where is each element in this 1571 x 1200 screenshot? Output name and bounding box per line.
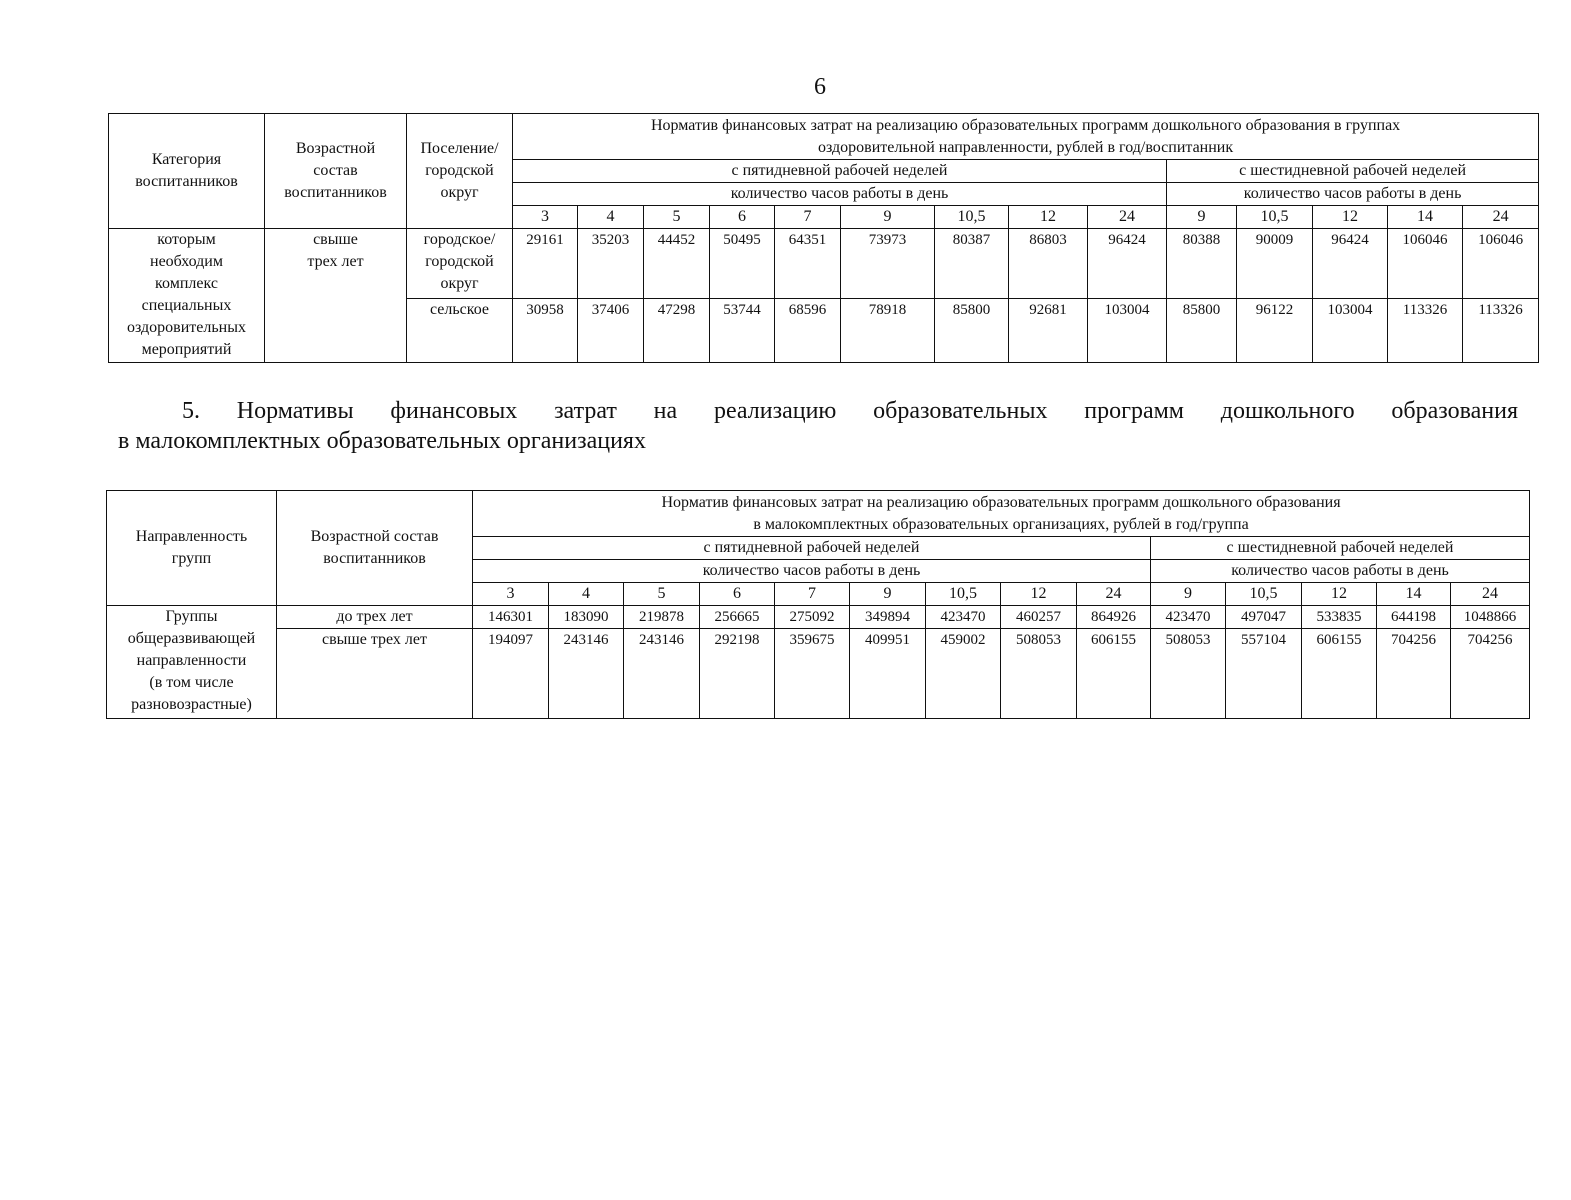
normative-table-health-groups bbox=[108, 113, 1539, 363]
value-cell: 606155 bbox=[1077, 629, 1151, 719]
header-category: Категория воспитанников bbox=[109, 114, 265, 229]
value-cell: 85800 bbox=[1167, 299, 1237, 363]
hours-header-cell: 5 bbox=[624, 583, 700, 606]
value-cell: 106046 bbox=[1388, 229, 1463, 299]
hours-header-cell: 12 bbox=[1009, 206, 1088, 229]
section-5-heading-line1: 5. Нормативы финансовых затрат на реализацию образовательных программ дошкольного образования bbox=[182, 398, 1518, 424]
value-cell: 292198 bbox=[700, 629, 775, 719]
value-cell: 73973 bbox=[841, 229, 935, 299]
value-cell: 78918 bbox=[841, 299, 935, 363]
hours-header-cell: 7 bbox=[775, 583, 850, 606]
value-cell: 113326 bbox=[1463, 299, 1539, 363]
value-cell: 460257 bbox=[1001, 606, 1077, 629]
header-normative: Норматив финансовых затрат на реализацию образовательных программ дошкольного образования в малокомплектных образовательных организациях, рублей в год/группа bbox=[473, 491, 1530, 537]
row-category: которым необходим комплекс специальных оздоровительных мероприятий bbox=[109, 229, 265, 363]
row-settlement: сельское bbox=[407, 299, 513, 363]
value-cell: 533835 bbox=[1302, 606, 1377, 629]
header-hours-label: количество часов работы в день bbox=[1167, 183, 1539, 206]
value-cell: 423470 bbox=[926, 606, 1001, 629]
header-age: Возрастной состав воспитанников bbox=[277, 491, 473, 606]
value-cell: 113326 bbox=[1388, 299, 1463, 363]
value-cell: 256665 bbox=[700, 606, 775, 629]
header-age: Возрастной состав воспитанников bbox=[265, 114, 407, 229]
value-cell: 53744 bbox=[710, 299, 775, 363]
value-cell: 497047 bbox=[1226, 606, 1302, 629]
hours-header-cell: 7 bbox=[775, 206, 841, 229]
value-cell: 85800 bbox=[935, 299, 1009, 363]
hours-header-cell: 5 bbox=[644, 206, 710, 229]
hours-header-cell: 12 bbox=[1313, 206, 1388, 229]
row-direction: Группы общеразвивающей направленности (в том числе разновозрастные) bbox=[107, 606, 277, 719]
value-cell: 508053 bbox=[1151, 629, 1226, 719]
header-six-day-week: с шестидневной рабочей неделей bbox=[1167, 160, 1539, 183]
header-direction: Направленность групп bbox=[107, 491, 277, 606]
hours-header-cell: 10,5 bbox=[1237, 206, 1313, 229]
header-five-day-week: с пятидневной рабочей неделей bbox=[473, 537, 1151, 560]
value-cell: 557104 bbox=[1226, 629, 1302, 719]
header-hours-label: количество часов работы в день bbox=[513, 183, 1167, 206]
value-cell: 96424 bbox=[1313, 229, 1388, 299]
value-cell: 275092 bbox=[775, 606, 850, 629]
value-cell: 243146 bbox=[549, 629, 624, 719]
header-hours-label: количество часов работы в день bbox=[473, 560, 1151, 583]
section-5-heading-line2: в малокомплектных образовательных организациях bbox=[118, 428, 646, 454]
value-cell: 243146 bbox=[624, 629, 700, 719]
hours-header-cell: 3 bbox=[513, 206, 578, 229]
hours-header-cell: 14 bbox=[1377, 583, 1451, 606]
section-5-heading bbox=[118, 396, 1518, 456]
header-normative: Норматив финансовых затрат на реализацию образовательных программ дошкольного образования в группах оздоровительной направленности, рублей в год/воспитанник bbox=[513, 114, 1539, 160]
hours-header-cell: 24 bbox=[1451, 583, 1530, 606]
value-cell: 29161 bbox=[513, 229, 578, 299]
value-cell: 508053 bbox=[1001, 629, 1077, 719]
value-cell: 30958 bbox=[513, 299, 578, 363]
hours-header-cell: 9 bbox=[850, 583, 926, 606]
hours-header-cell: 9 bbox=[841, 206, 935, 229]
value-cell: 35203 bbox=[578, 229, 644, 299]
row-age-group: свыше трех лет bbox=[265, 229, 407, 363]
header-settlement: Поселение/ городской округ bbox=[407, 114, 513, 229]
row-age-group: свыше трех лет bbox=[277, 629, 473, 719]
hours-header-cell: 24 bbox=[1463, 206, 1539, 229]
value-cell: 359675 bbox=[775, 629, 850, 719]
value-cell: 96122 bbox=[1237, 299, 1313, 363]
value-cell: 90009 bbox=[1237, 229, 1313, 299]
value-cell: 37406 bbox=[578, 299, 644, 363]
value-cell: 644198 bbox=[1377, 606, 1451, 629]
value-cell: 47298 bbox=[644, 299, 710, 363]
hours-header-cell: 4 bbox=[578, 206, 644, 229]
value-cell: 423470 bbox=[1151, 606, 1226, 629]
hours-header-cell: 24 bbox=[1088, 206, 1167, 229]
hours-header-cell: 9 bbox=[1151, 583, 1226, 606]
value-cell: 704256 bbox=[1451, 629, 1530, 719]
hours-header-cell: 4 bbox=[549, 583, 624, 606]
value-cell: 409951 bbox=[850, 629, 926, 719]
value-cell: 183090 bbox=[549, 606, 624, 629]
hours-header-cell: 10,5 bbox=[1226, 583, 1302, 606]
value-cell: 80388 bbox=[1167, 229, 1237, 299]
value-cell: 459002 bbox=[926, 629, 1001, 719]
value-cell: 86803 bbox=[1009, 229, 1088, 299]
value-cell: 103004 bbox=[1313, 299, 1388, 363]
value-cell: 92681 bbox=[1009, 299, 1088, 363]
value-cell: 106046 bbox=[1463, 229, 1539, 299]
header-five-day-week: с пятидневной рабочей неделей bbox=[513, 160, 1167, 183]
hours-header-cell: 12 bbox=[1302, 583, 1377, 606]
value-cell: 64351 bbox=[775, 229, 841, 299]
row-settlement: городское/ городской округ bbox=[407, 229, 513, 299]
value-cell: 96424 bbox=[1088, 229, 1167, 299]
value-cell: 50495 bbox=[710, 229, 775, 299]
hours-header-cell: 14 bbox=[1388, 206, 1463, 229]
normative-table-small-organizations bbox=[106, 490, 1530, 719]
value-cell: 606155 bbox=[1302, 629, 1377, 719]
value-cell: 103004 bbox=[1088, 299, 1167, 363]
value-cell: 219878 bbox=[624, 606, 700, 629]
header-hours-label: количество часов работы в день bbox=[1151, 560, 1530, 583]
value-cell: 194097 bbox=[473, 629, 549, 719]
value-cell: 80387 bbox=[935, 229, 1009, 299]
row-age-group: до трех лет bbox=[277, 606, 473, 629]
value-cell: 864926 bbox=[1077, 606, 1151, 629]
hours-header-cell: 6 bbox=[710, 206, 775, 229]
value-cell: 1048866 bbox=[1451, 606, 1530, 629]
hours-header-cell: 12 bbox=[1001, 583, 1077, 606]
hours-header-cell: 6 bbox=[700, 583, 775, 606]
hours-header-cell: 9 bbox=[1167, 206, 1237, 229]
hours-header-cell: 3 bbox=[473, 583, 549, 606]
hours-header-cell: 10,5 bbox=[926, 583, 1001, 606]
value-cell: 704256 bbox=[1377, 629, 1451, 719]
value-cell: 349894 bbox=[850, 606, 926, 629]
header-six-day-week: с шестидневной рабочей неделей bbox=[1151, 537, 1530, 560]
value-cell: 68596 bbox=[775, 299, 841, 363]
value-cell: 146301 bbox=[473, 606, 549, 629]
hours-header-cell: 10,5 bbox=[935, 206, 1009, 229]
hours-header-cell: 24 bbox=[1077, 583, 1151, 606]
value-cell: 44452 bbox=[644, 229, 710, 299]
page-number: 6 bbox=[814, 74, 826, 100]
